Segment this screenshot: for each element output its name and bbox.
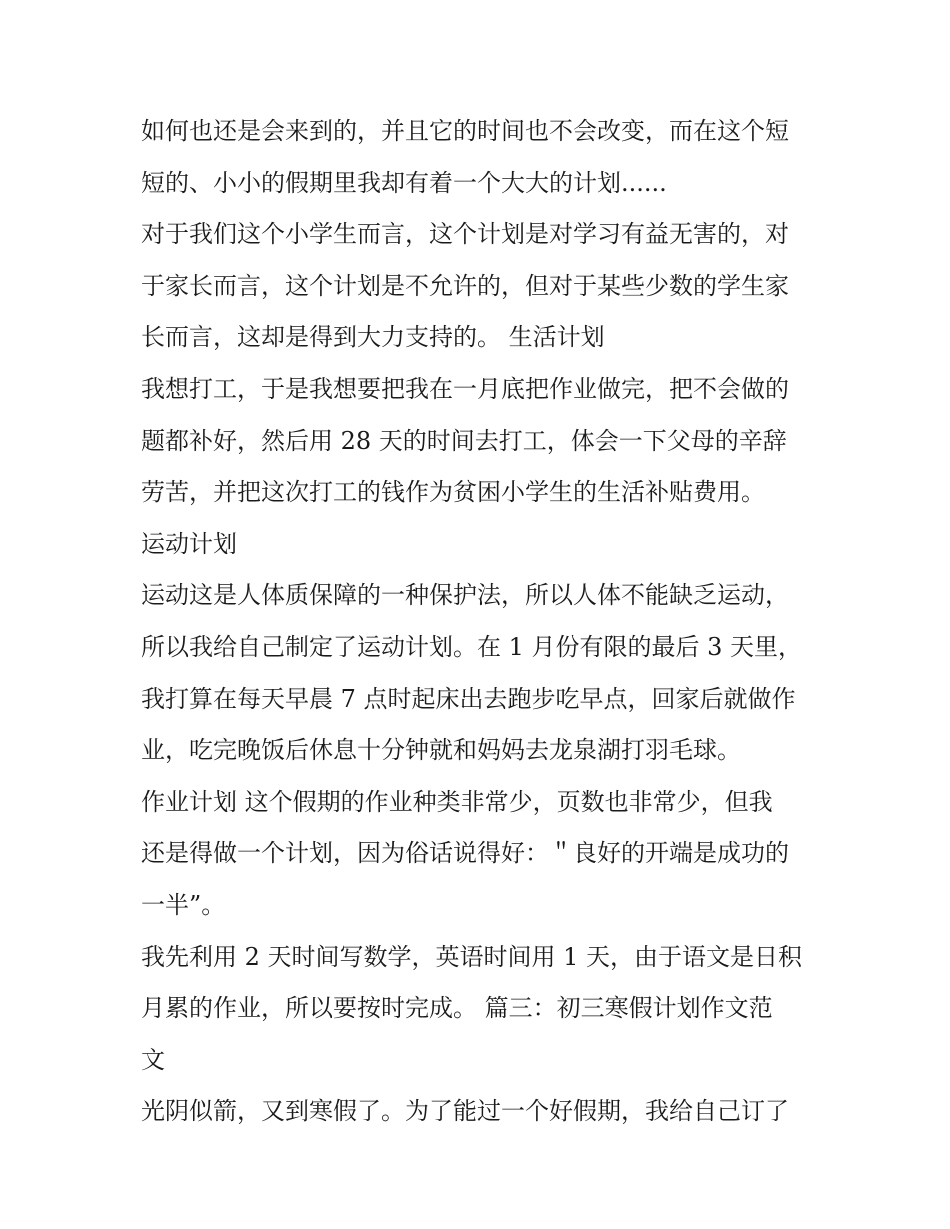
text-line: 劳苦，并把这次打工的钱作为贫困小学生的生活补贴费用。 [141, 478, 765, 507]
text-line: 一半”。 [141, 890, 226, 919]
text-line: 光阴似箭，又到寒假了。为了能过一个好假期，我给自己订了 [141, 1097, 789, 1126]
section-heading: 运动计划 [141, 529, 237, 558]
text-line: 于家长而言，这个计划是不允许的，但对于某些少数的学生家 [141, 271, 789, 300]
text-line: 我先利用 2 天时间写数学，英语时间用 1 天，由于语文是日积 [141, 942, 803, 971]
document-body [141, 106, 813, 1138]
text-line: 长而言，这却是得到大力支持的。 生活计划 [141, 323, 605, 352]
text-line: 月累的作业，所以要按时完成。 篇三：初三寒假计划作文范 [141, 994, 773, 1023]
text-line: 所以我给自己制定了运动计划。在 1 月份有限的最后 3 天里， [141, 632, 803, 661]
text-line: 还是得做一个计划，因为俗话说得好：＂良好的开端是成功的 [141, 839, 789, 868]
text-line: 业，吃完晚饭后休息十分钟就和妈妈去龙泉湖打羽毛球。 [141, 736, 741, 765]
text-line: 作业计划 这个假期的作业种类非常少，页数也非常少，但我 [141, 787, 773, 816]
text-line: 短的、小小的假期里我却有着一个大大的计划...... [141, 168, 667, 197]
text-line: 我打算在每天早晨 7 点时起床出去跑步吃早点，回家后就做作 [141, 684, 796, 713]
text-line: 对于我们这个小学生而言，这个计划是对学习有益无害的，对 [141, 220, 789, 249]
text-line: 文 [141, 1045, 165, 1074]
text-line: 题都补好，然后用 28 天的时间去打工，体会一下父母的辛辞 [141, 426, 787, 455]
text-line: 运动这是人体质保障的一种保护法，所以人体不能缺乏运动， [141, 581, 789, 610]
text-line: 如何也还是会来到的，并且它的时间也不会改变，而在这个短 [141, 117, 789, 145]
text-line: 我想打工，于是我想要把我在一月底把作业做完，把不会做的 [141, 374, 789, 403]
